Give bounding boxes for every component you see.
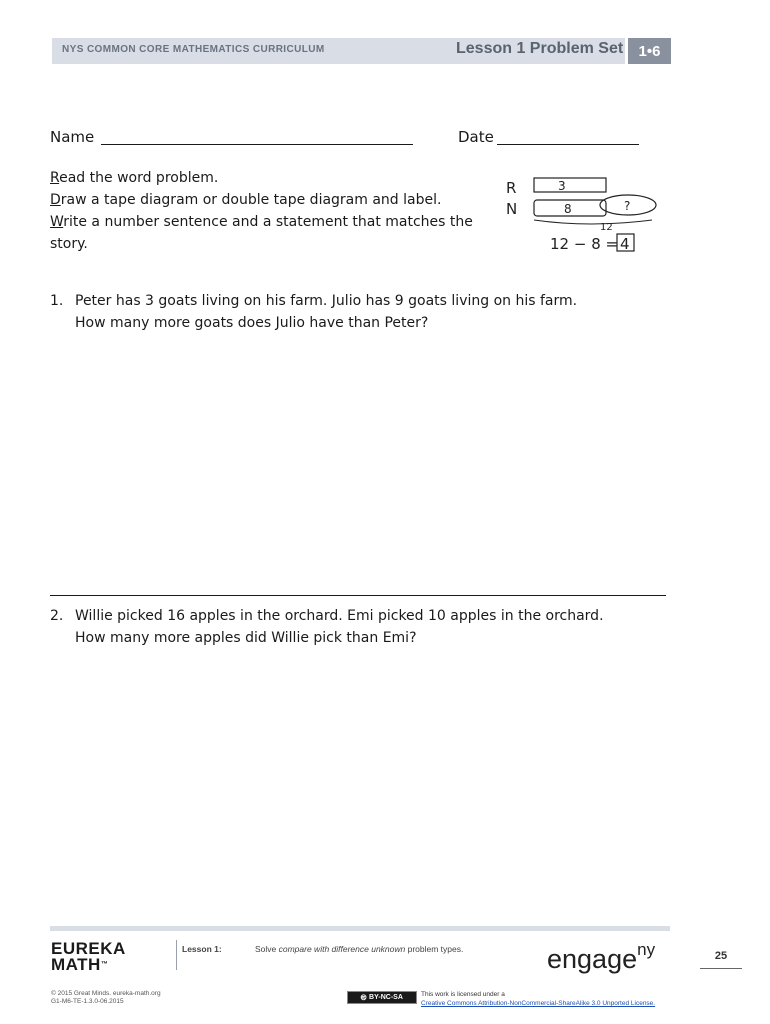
license-link[interactable]: Creative Commons Attribution-NonCommercial-ShareAlike 3.0 Unported License.: [421, 1000, 656, 1007]
problem-2-line-2: How many more apples did Willie pick than Emi?: [75, 630, 417, 646]
eureka-math-logo: EUREKA MATH™: [51, 939, 126, 974]
date-label: Date: [458, 128, 494, 146]
problem-1-line-2: How many more goats does Julio have than Peter?: [75, 315, 429, 331]
name-label: Name: [50, 128, 95, 146]
sketch-value-n: 8: [564, 202, 572, 216]
problem-2-line-1: Willie picked 16 apples in the orchard. Emi picked 10 apples in the orchard.: [75, 608, 604, 624]
instruction-write: Write a number sentence and a statement that matches the: [50, 214, 473, 230]
sketch-label-n: N: [506, 200, 518, 218]
footer-bar: [50, 926, 670, 931]
page-number-underline: [700, 968, 742, 969]
page-title: Lesson 1 Problem Set: [456, 40, 624, 57]
engageny-logo: engage$^{ny}$: [547, 940, 656, 974]
sketch-tape-r: [534, 178, 606, 192]
cc-license-icon[interactable]: 🅭 BY-NC-SA: [347, 991, 417, 1004]
module-badge: 1•6: [625, 38, 671, 64]
problem-1-line-1: Peter has 3 goats living on his farm. Julio has 9 goats living on his farm.: [75, 293, 578, 309]
sketch-brace: [534, 220, 652, 224]
instruction-draw: Draw a tape diagram or double tape diagram and label.: [50, 192, 442, 208]
example-tape-diagram: [500, 172, 670, 257]
instruction-story: story.: [50, 236, 88, 252]
copyright: © 2015 Great Minds. eureka-math.org G1-M6-TE-1.3.0-06.2015: [51, 990, 161, 1005]
sketch-value-r: 3: [558, 179, 566, 193]
sketch-equation: 12 − 8 =: [550, 235, 619, 253]
footer-separator: [176, 940, 177, 970]
sketch-unknown: ?: [624, 199, 631, 213]
footer-lesson-description: Solve compare with difference unknown problem types.: [255, 944, 464, 954]
license-text: This work is licensed under a Creative Commons Attribution-NonCommercial-ShareAlike 3.0 Unported License.: [421, 991, 656, 1007]
sketch-total: 12: [600, 222, 613, 233]
instructions: [50, 167, 473, 255]
sketch-answer: 4: [620, 235, 630, 253]
page-number: 25: [714, 950, 728, 962]
instruction-read: Read the word problem.: [50, 170, 219, 186]
footer-lesson-label: Lesson 1:: [182, 944, 222, 954]
sketch-label-r: R: [506, 179, 517, 197]
curriculum-label: NYS COMMON CORE MATHEMATICS CURRICULUM: [62, 44, 325, 55]
name-field[interactable]: [101, 144, 413, 145]
date-field[interactable]: [497, 144, 639, 145]
section-divider: [50, 595, 666, 596]
problem-2-number: 2.: [50, 608, 64, 624]
problem-1-number: 1.: [50, 293, 64, 309]
